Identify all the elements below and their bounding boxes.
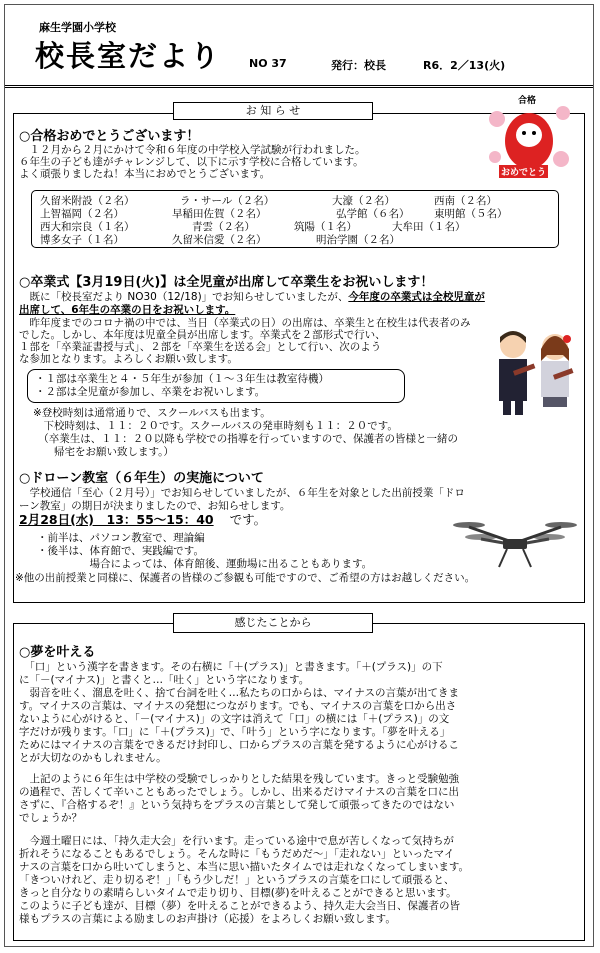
sec3-item: ・前半は、パソコン教室で、理論編 — [37, 532, 205, 544]
sec4-line: 弱音を吐く、溜息を吐く、捨て台詞を吐く…私たちの口からは、マイナスの言葉が出てきま — [19, 687, 459, 699]
sec3-line: ーン教室」の期日が決まりましたので、お知らせします。 — [19, 500, 291, 512]
issue-date: R6．2／13(火) — [423, 59, 506, 72]
sec4-line: 様もプラスの言葉による励ましのお声掛け（応援）をよろしくお願い致します。 — [19, 913, 396, 925]
drone-illustration — [451, 515, 579, 571]
notes-line: 帰宅をお願い致します。） — [33, 446, 174, 458]
sec4-line: ナスの言葉を口から吐いてしまうと、本当に思い描いたタイムでは走れなくなってしまいます。 — [19, 861, 470, 873]
thoughts-tab: 感じたことから — [173, 613, 373, 633]
sec4-line: ためにはマイナスの言葉をできるだけ封印し、口からプラスの言葉を発するように心がけるこ — [19, 739, 460, 751]
sec1-title: ○合格おめでとうございます！ — [19, 129, 200, 144]
sec1-line: １２月から２月にかけて令和６年度の中学校入学試験が行われました。 — [19, 144, 366, 156]
school-item: 博多女子（１名） — [40, 234, 124, 246]
sec4-line: 折れそうになることもあるでしょう。そんな時に「もうだめだ～」「走れない」といったマイ — [19, 848, 455, 860]
sec4-line: 上記のように６年生は中学校の受験でしっかりとした結果を残しています。きっと受験勉強 — [19, 773, 460, 785]
notes-line: （卒業生は、１１：２０以降も学校での指導を行っていますので、保護者の皆様と一緒の — [33, 433, 459, 445]
school-item: 早稲田佐賀（２名） — [172, 208, 267, 220]
badge-congrats: おめでとう — [499, 165, 548, 178]
school-item: 久留米附設（２名） — [40, 195, 135, 207]
sec4-line: に「－(マイナス)」と書くと…「吐く」という字になります。 — [19, 674, 310, 686]
sec4-title: ○夢を叶える — [19, 645, 96, 660]
sec2-line: １部を「卒業証書授与式」、２部を「卒業生を送る会」として行い、次のよう — [19, 341, 382, 353]
sec2-text: 既に「校長室だより NO30（12/18)」でお知らせしていましたが、 — [19, 291, 349, 303]
newsletter-title: 校長室だより — [35, 39, 222, 73]
sec4-line: ないように心がけると、「－(マイナス)」の文字は消えて「口」の横には「＋(プラス)」の文 — [19, 713, 450, 725]
sec2-line: 出席して、6年生の卒業の日をお祝いします。 — [19, 304, 236, 316]
graduates-illustration — [483, 325, 583, 417]
sec4-line: このように子ども達が、目標（夢）を叶えることができるよう、持久走大会当日、保護者の皆 — [19, 900, 460, 912]
parts-item: ・２部は全児童が参加し、卒業をお祝いします。 — [35, 386, 266, 398]
sec4-line: 「口」という漢字を書きます。その右横に「＋(プラス)」と書きます。「＋(プラス)」の下 — [19, 661, 443, 673]
school-item: 西南（２名） — [434, 195, 497, 207]
header-rule — [5, 85, 593, 88]
sec4-line: きっと自分なりの素晴らしいタイムで走り切り、目標(夢)を叶えることができると思います。 — [19, 887, 457, 899]
sec2-line: 昨年度までのコロナ禍の中では、当日（卒業式の日）の出席は、卒業生と在校生は代表者のみ — [19, 317, 471, 329]
school-item: 青雲（２名） — [192, 221, 255, 233]
school-item: 大濠（２名） — [332, 195, 395, 207]
sec4-line: さずに、『合格するぞ！』という気持ちをプラスの言葉として発して頑張ってきたのではない — [19, 799, 455, 811]
sec4-line: す。マイナスの言葉は、マイナスの発想につながります。でも、マイナスの言葉を口から出さ — [19, 700, 457, 712]
sec2-line: な参加となります。よろしくお願い致します。 — [19, 353, 238, 365]
school-item: 弘学館（６名） — [336, 208, 410, 220]
sec2-emphasis: 今年度の卒業式は全校児童が — [348, 291, 485, 303]
badge-text: 合格 — [518, 96, 537, 106]
drone-date: 2月28日(水) 13：55～15：40 — [19, 512, 214, 527]
sec4-line: 「きついけれど、走り切るぞ！」「もう少しだ！」というプラスの言葉を口にして頑張ると、 — [19, 874, 455, 886]
sec4-line: でしょうか？ — [19, 812, 82, 824]
notes-line: ※登校時刻は通常通りで、スクールバスも出ます。 — [33, 407, 271, 419]
school-item: 西大和宗良（１名） — [40, 221, 135, 233]
newsletter-page — [4, 4, 594, 947]
sec2-line — [19, 291, 485, 304]
school-list-box — [31, 190, 559, 248]
sec4-line: 字だけが残ります。「口」に「＋(プラス)」で、「叶う」という字になります。「夢を叶える」 — [19, 726, 451, 738]
sec3-title: ○ドローン教室（６年生）の実施について — [19, 471, 264, 486]
school-item: 筑陽（１名） — [294, 221, 357, 233]
school-item: 明治学園（２名） — [316, 234, 400, 246]
sec3-item: 場合によっては、体育館後、運動場に出ることもあります。 — [37, 558, 373, 570]
notes-line: 下校時刻は、１１：２０です。スクールバスの発車時刻も１１：２０です。 — [33, 420, 398, 432]
sec2-line: でした。しかし、本年度は児童全員が出席します。卒業式を２部形式で行い、 — [19, 329, 386, 341]
sec3-item: ※他の出前授業と同様に、保護者の皆様のご参観も可能ですので、ご希望の方はお越しください。 — [15, 572, 476, 584]
notice-tab: お 知 ら せ — [173, 102, 373, 120]
sec3-line: 学校通信「至心（２月号）」でお知らせしていましたが、６年生を対象とした出前授業「ドロ — [19, 487, 465, 499]
drone-date-suffix: です。 — [229, 512, 267, 527]
parts-item: ・１部は卒業生と４・５年生が参加（１～３年生は教室待機） — [35, 373, 329, 385]
school-item: 大牟田（１名） — [392, 221, 466, 233]
school-name: 麻生学園小学校 — [39, 21, 116, 34]
school-item: 東明館（５名） — [434, 208, 508, 220]
school-item: 上智福岡（２名） — [40, 208, 124, 220]
sec2-title: ○卒業式【3月19日(火)】は全児童が出席して卒業生をお祝いします！ — [19, 275, 434, 290]
sec1-line: よく頑張りましたね！本当におめでとうございます。 — [19, 168, 271, 180]
drone-date-line — [19, 513, 266, 527]
school-item: ラ・サール（２名） — [180, 195, 275, 207]
sec4-line: とが大切なのかもしれません。 — [19, 752, 167, 764]
sec1-line: ６年生の子ども達がチャレンジして、以下に示す学校に合格しています。 — [19, 156, 364, 168]
sec4-line: の過程で、苦しくて辛いこともあったでしょう。しかし、出来るだけマイナスの言葉を口に出 — [19, 786, 460, 798]
publisher: 発行：校長 — [331, 59, 386, 72]
issue-number: NO 37 — [249, 57, 287, 70]
sec4-line: 今週土曜日には、「持久走大会」を行います。走っている途中で息が苦しくなって気持ちが — [19, 835, 454, 847]
school-item: 久留米信愛（２名） — [172, 234, 267, 246]
sec3-item: ・後半は、体育館で、実践編です。 — [37, 545, 204, 557]
